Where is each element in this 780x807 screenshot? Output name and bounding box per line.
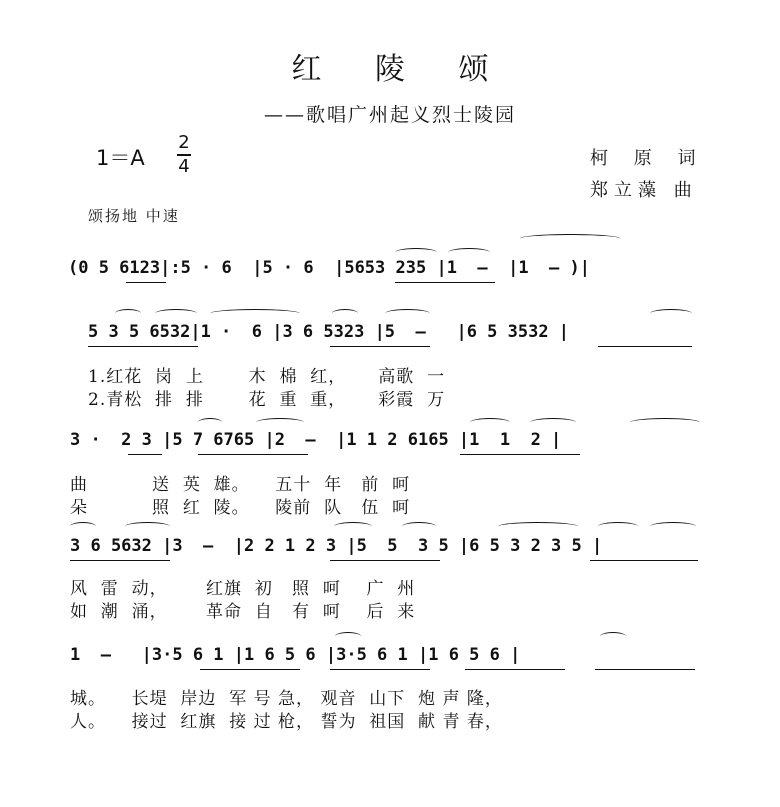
beam-line [330, 669, 430, 670]
time-signature-bottom: 4 [178, 156, 190, 177]
beam-line [88, 346, 198, 347]
lyric-verse-2-line-3: 如 潮 涌， 革命 自 有 呵 后 来 [70, 602, 416, 622]
beam-line [200, 669, 300, 670]
lyric-verse-2-line-4: 人。 接过 红旗 接 过 枪， 誓为 祖国 献 青 春， [70, 712, 503, 732]
beam-line [128, 454, 162, 455]
beam-line [330, 346, 430, 347]
slur-mark [198, 418, 222, 427]
slur-mark [650, 522, 696, 531]
slur-mark [630, 418, 700, 427]
slur-mark [334, 522, 372, 531]
slur-mark [395, 248, 437, 257]
slur-mark [448, 248, 490, 257]
time-signature-top: 2 [178, 132, 190, 153]
composer-credit: 郑立藻 曲 [590, 180, 698, 201]
slur-mark [256, 418, 304, 427]
beam-line [460, 454, 580, 455]
lyricist-credit: 柯 原 词 [590, 148, 706, 169]
song-title: 红 陵 颂 [291, 52, 511, 87]
slur-mark [650, 309, 692, 318]
time-signature [176, 133, 192, 177]
lyric-verse-1-line-3: 风 雷 动， 红旗 初 照 呵 广 州 [70, 579, 416, 599]
slur-mark [115, 309, 141, 318]
slur-mark [210, 309, 300, 318]
lyric-verse-1-line-4: 城。 长堤 岸边 军 号 急， 观音 山下 炮 声 隆， [70, 689, 503, 709]
beam-line [598, 346, 692, 347]
lyric-verse-2-line-2: 朵 照 红 陵。 陵前 队 伍 呵 [70, 498, 411, 518]
volta-bracket [520, 234, 620, 243]
slur-mark [70, 522, 96, 531]
slur-mark [155, 309, 197, 318]
score-row-3-notes: 3 · 2 3 |5 7 6765 |2 — |1 1 2 6165 |1 1 2 | [70, 430, 562, 450]
score-row-5-notes: 1 — |3·5 6 1 |1 6 5 6 |3·5 6 1 |1 6 5 6 | [70, 645, 521, 665]
score-row-4-notes: 3 6 5632 |3 — |2 2 1 2 3 |5 5 3 5 |6 5 3 2 3 5 | [70, 536, 603, 556]
slur-mark [385, 309, 430, 318]
key-signature: 1＝A [96, 146, 145, 170]
slur-mark [125, 522, 170, 531]
beam-line [590, 560, 698, 561]
beam-line [70, 560, 170, 561]
beam-line [198, 454, 308, 455]
slur-mark [498, 522, 578, 531]
beam-line [330, 560, 440, 561]
slur-mark [530, 418, 576, 427]
song-subtitle: ——歌唱广州起义烈士陵园 [263, 104, 516, 126]
slur-mark [470, 418, 510, 427]
slur-mark [402, 522, 436, 531]
lyric-verse-1-line-2: 曲 送 英 雄。 五十 年 前 呵 [70, 475, 411, 495]
beam-line [595, 669, 695, 670]
slur-mark [332, 309, 358, 318]
tempo-marking: 颂扬地 中速 [88, 207, 180, 225]
beam-line [465, 669, 565, 670]
slur-mark [600, 632, 626, 641]
score-row-1-notes: (0 5 6123|:5 · 6 |5 · 6 |5653 235 |1 — |1 — )| [68, 258, 590, 278]
slur-mark [335, 632, 361, 641]
beam-line [126, 282, 166, 283]
score-row-2-notes: 5 3 5 6532|1 · 6 |3 6 5323 |5 — |6 5 3532 | [88, 322, 570, 342]
beam-line [395, 282, 495, 283]
lyric-verse-1-line-1: 1.红花 岗 上 木 棉 红， 高歌 一 [88, 367, 446, 387]
lyric-verse-2-line-1: 2.青松 排 排 花 重 重， 彩霞 万 [88, 390, 446, 410]
slur-mark [598, 522, 638, 531]
